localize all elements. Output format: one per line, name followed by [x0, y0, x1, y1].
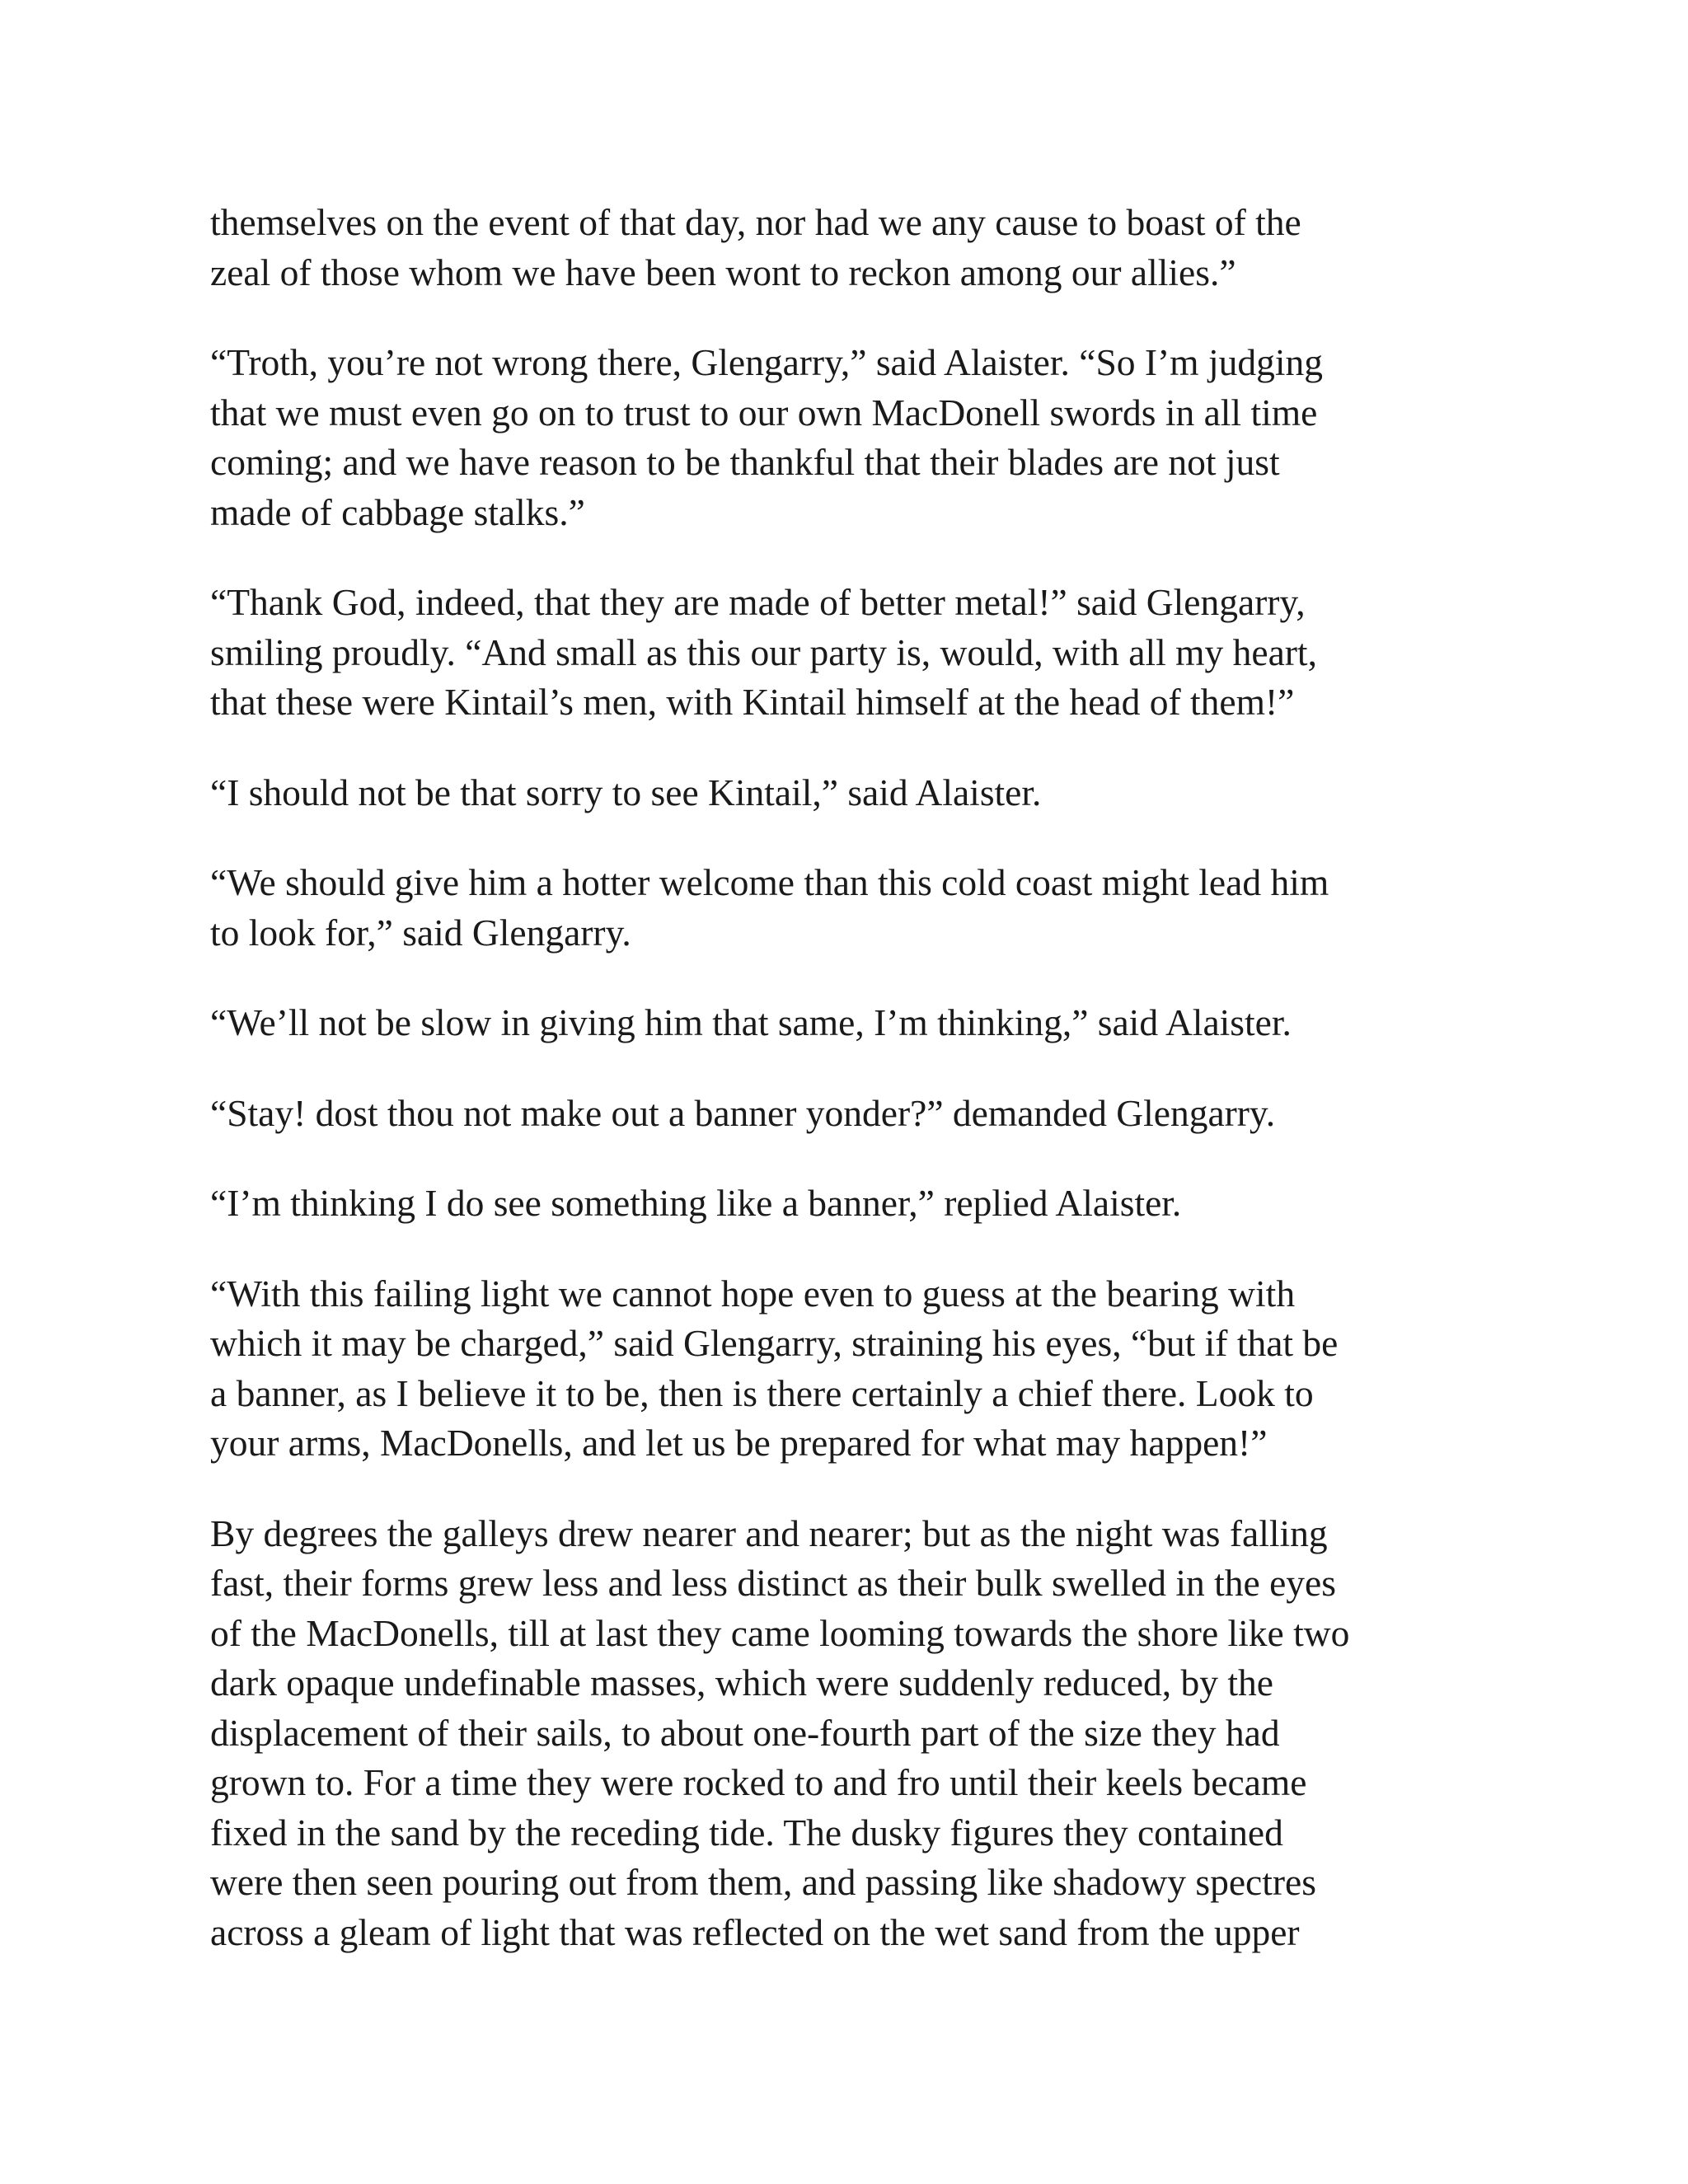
paragraph-2	[210, 338, 1479, 537]
text-line: dark opaque undefinable masses, which were suddenly reduced, by the	[210, 1661, 1273, 1704]
paragraph-9	[210, 1269, 1479, 1469]
text-line: “Thank God, indeed, that they are made of better metal!” said Glengarry,	[210, 581, 1306, 623]
paragraph-5	[210, 858, 1479, 958]
text-line: fixed in the sand by the receding tide. The dusky figures they contained	[210, 1811, 1283, 1854]
text-line: that these were Kintail’s men, with Kintail himself at the head of them!”	[210, 681, 1295, 723]
paragraph-7	[210, 1089, 1479, 1139]
paragraph-6	[210, 998, 1479, 1048]
text-line: across a gleam of light that was reflected on the wet sand from the upper	[210, 1910, 1300, 1953]
text-line: a banner, as I believe it to be, then is there certainly a chief there. Look to	[210, 1371, 1314, 1414]
text-line: made of cabbage stalks.”	[210, 490, 585, 533]
text-line: coming; and we have reason to be thankful that their blades are not just	[210, 441, 1280, 483]
text-line: of the MacDonells, till at last they came looming towards the shore like two	[210, 1611, 1350, 1654]
text-line: “I’m thinking I do see something like a banner,” replied Alaister.	[210, 1182, 1182, 1224]
text-line: to look for,” said Glengarry.	[210, 911, 631, 954]
text-line: zeal of those whom we have been wont to reckon among our allies.”	[210, 251, 1236, 293]
paragraph-8	[210, 1179, 1479, 1229]
text-line: “We’ll not be slow in giving him that same, I’m thinking,” said Alaister.	[210, 1001, 1292, 1043]
paragraph-4	[210, 768, 1479, 818]
text-line: smiling proudly. “And small as this our party is, would, with all my heart,	[210, 630, 1317, 673]
text-line: “With this failing light we cannot hope even to guess at the bearing with	[210, 1272, 1296, 1315]
body-text	[210, 198, 1479, 1998]
text-line: “Stay! dost thou not make out a banner yonder?” demanded Glengarry.	[210, 1091, 1276, 1134]
paragraph-3	[210, 578, 1479, 728]
text-line: By degrees the galleys drew nearer and nearer; but as the night was falling	[210, 1511, 1328, 1554]
text-line: displacement of their sails, to about one-fourth part of the size they had	[210, 1711, 1280, 1754]
text-line: were then seen pouring out from them, and passing like shadowy spectres	[210, 1861, 1316, 1903]
text-line: which it may be charged,” said Glengarry, straining his eyes, “but if that be	[210, 1322, 1339, 1364]
text-line: “We should give him a hotter welcome than this cold coast might lead him	[210, 861, 1329, 903]
text-line: “Troth, you’re not wrong there, Glengarry,” said Alaister. “So I’m judging	[210, 341, 1323, 383]
text-line: themselves on the event of that day, nor had we any cause to boast of the	[210, 201, 1301, 243]
text-line: fast, their forms grew less and less distinct as their bulk swelled in the eyes	[210, 1562, 1336, 1604]
text-line: “I should not be that sorry to see Kintail,” said Alaister.	[210, 771, 1042, 813]
text-line: that we must even go on to trust to our own MacDonell swords in all time	[210, 391, 1318, 434]
text-line: grown to. For a time they were rocked to and fro until their keels became	[210, 1761, 1307, 1803]
text-line: your arms, MacDonells, and let us be prepared for what may happen!”	[210, 1422, 1268, 1464]
paragraph-10	[210, 1509, 1479, 1958]
paragraph-1	[210, 198, 1479, 298]
